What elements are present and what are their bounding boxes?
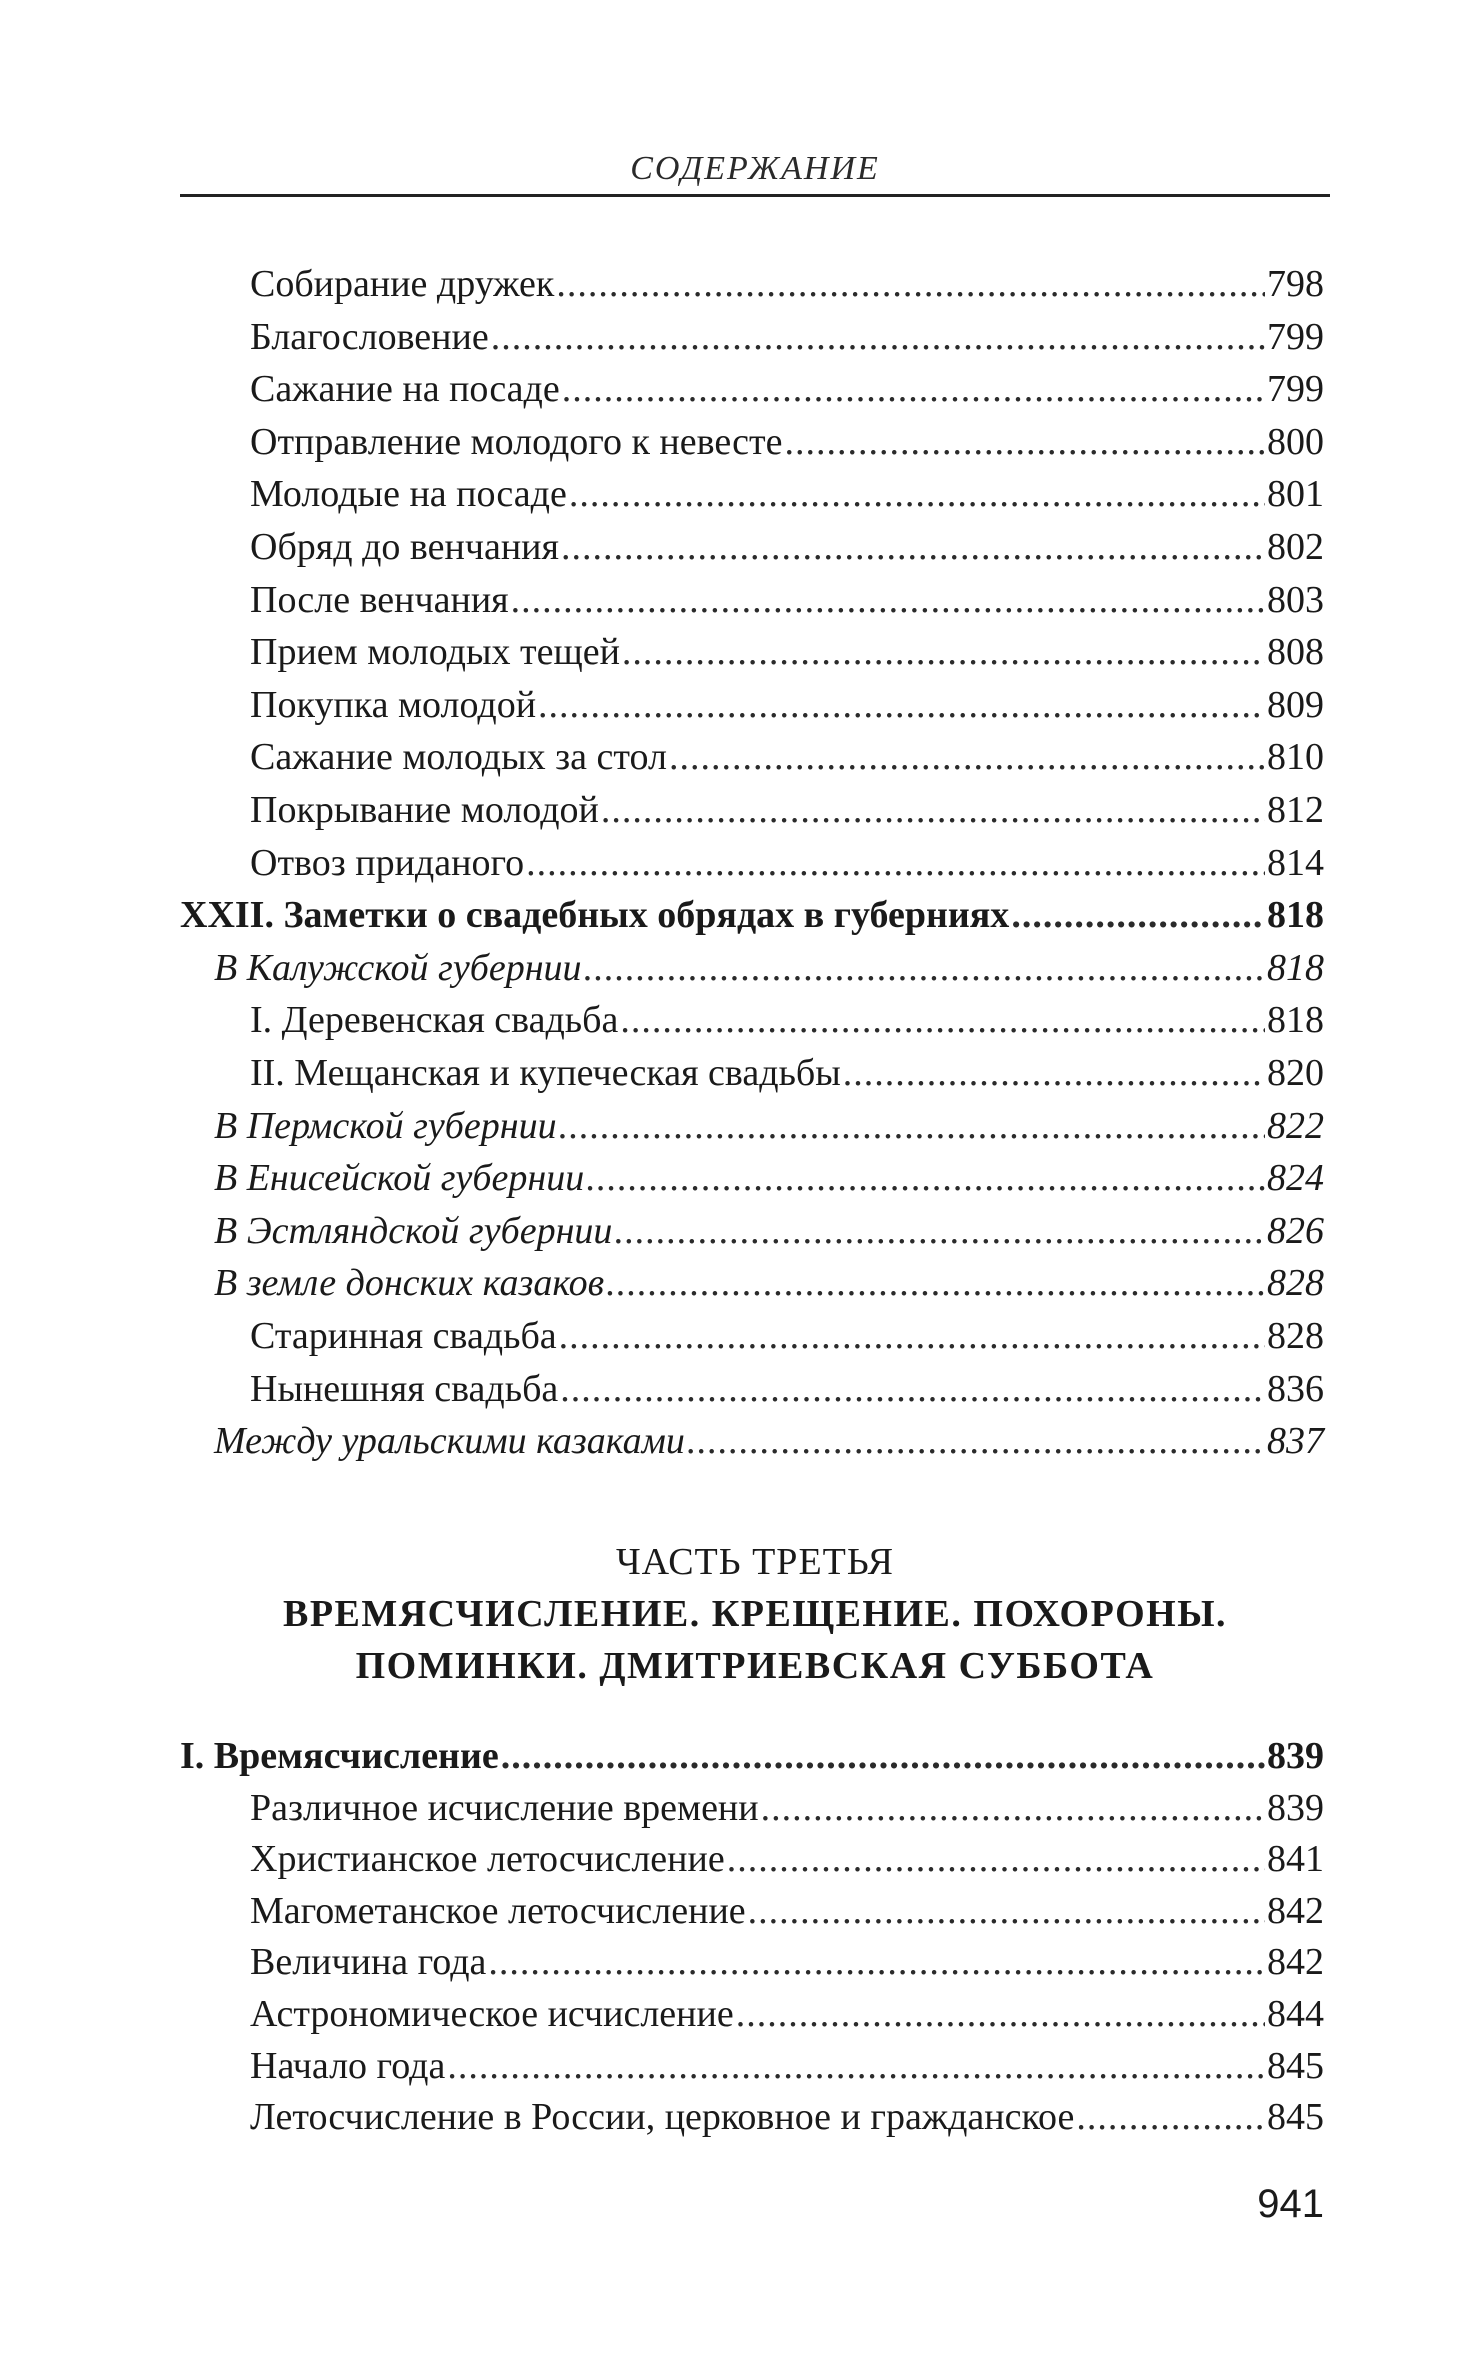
toc-entry	[250, 626, 1324, 678]
toc-entry-title: Начало года	[250, 2044, 446, 2087]
page-number: 941	[1257, 2182, 1324, 2226]
toc-entry-title: Прием молодых тещей	[250, 631, 620, 674]
toc-entry	[250, 416, 1324, 468]
toc-entry-title: Покрывание молодой	[250, 789, 599, 831]
dot-leader	[614, 1205, 1265, 1257]
dot-leader	[556, 258, 1265, 310]
toc-entry-page: 839	[1267, 1735, 1324, 1777]
toc-entry-page: 799	[1267, 315, 1324, 358]
toc-entry	[250, 731, 1324, 783]
toc-entry-title: Молодые на посаде	[250, 473, 567, 516]
toc-entry-title: XXII. Заметки о свадебных обрядах в губерниях	[180, 894, 1010, 937]
toc-entry-title: Магометанское летосчисление	[250, 1889, 746, 1932]
dot-leader	[843, 1047, 1265, 1099]
toc-entry	[250, 1988, 1324, 2040]
toc-entry-title: Нынешняя свадьба	[250, 1367, 559, 1410]
toc-entry-page: 818	[1267, 894, 1324, 937]
toc-entry-title: Собирание дружек	[250, 263, 555, 305]
toc-entry	[250, 679, 1324, 731]
toc-entry-page: 802	[1267, 526, 1324, 568]
toc-entry-page: 842	[1267, 1889, 1324, 1932]
toc-entry-title: В Енисейской губернии	[214, 1157, 585, 1200]
toc-entry-page: 812	[1267, 789, 1324, 831]
toc-entry	[250, 837, 1324, 889]
toc-entry-title: Сажание на посаде	[250, 368, 560, 411]
toc-entry-title: Астрономическое исчисление	[250, 1993, 734, 2035]
toc-entry-page: 845	[1267, 2044, 1324, 2087]
dot-leader	[601, 784, 1265, 836]
toc-entry	[214, 1205, 1324, 1257]
toc-entry-page: 803	[1267, 578, 1324, 621]
toc-entry-page: 814	[1267, 841, 1324, 884]
toc-entry-page: 828	[1267, 1262, 1324, 1305]
toc-entry	[250, 468, 1324, 520]
dot-leader	[488, 1936, 1265, 1988]
toc-entry	[214, 1257, 1324, 1309]
toc-entry-title: Благословение	[250, 315, 489, 358]
toc-entry	[250, 363, 1324, 415]
toc-entry-title: Христианское летосчисление	[250, 1838, 725, 1881]
toc-entry-title: Различное исчисление времени	[250, 1786, 759, 1829]
part-title-line-2: ПОМИНКИ. ДМИТРИЕВСКАЯ СУББОТА	[355, 1645, 1155, 1687]
toc-entry-title: Летосчисление в России, церковное и гражданское	[250, 2096, 1075, 2139]
dot-leader	[761, 1782, 1265, 1834]
toc-entry	[250, 994, 1324, 1046]
toc-entry-page: 828	[1267, 1315, 1324, 1357]
dot-leader	[1076, 2091, 1265, 2143]
toc-entry	[250, 1833, 1324, 1885]
toc-entry	[250, 258, 1324, 310]
dot-leader	[569, 468, 1265, 520]
part-title-line-1: ВРЕМЯСЧИСЛЕНИЕ. КРЕЩЕНИЕ. ПОХОРОНЫ.	[282, 1593, 1228, 1635]
toc-entry-title: Обряд до венчания	[250, 526, 559, 568]
toc-entry-title: Сажание молодых за стол	[250, 736, 667, 779]
toc-entry	[250, 2091, 1324, 2143]
header-rule	[180, 194, 1330, 197]
toc-entry-title: В Калужской губернии	[214, 946, 582, 989]
toc-entry-title: В Эстляндской губернии	[214, 1209, 613, 1252]
dot-leader	[511, 574, 1265, 626]
toc-entry-title: I. Времясчисление	[180, 1735, 499, 1777]
toc-entry-page: 808	[1267, 631, 1324, 674]
toc-entry	[250, 574, 1324, 626]
toc-entry-title: В земле донских казаков	[214, 1262, 605, 1305]
toc-entry-title: Покупка молодой	[250, 683, 537, 726]
toc-entry-page: 837	[1267, 1420, 1324, 1463]
dot-leader	[727, 1833, 1265, 1885]
toc-entry-page: 801	[1267, 473, 1324, 516]
toc-entry-page: 799	[1267, 368, 1324, 411]
dot-leader	[559, 1310, 1265, 1362]
dot-leader	[736, 1988, 1265, 2040]
toc-entry-page: 818	[1267, 946, 1324, 989]
toc-entry	[250, 784, 1324, 836]
toc-entry	[250, 521, 1324, 573]
dot-leader	[586, 1152, 1265, 1204]
toc-entry	[214, 1415, 1324, 1467]
toc-entry-title: Старинная свадьба	[250, 1315, 557, 1357]
toc-entry	[250, 2040, 1324, 2092]
part-label: ЧАСТЬ ТРЕТЬЯ	[615, 1541, 895, 1583]
toc-entry-page: 798	[1267, 263, 1324, 305]
dot-leader	[620, 994, 1265, 1046]
dot-leader	[526, 837, 1265, 889]
toc-entry-page: 841	[1267, 1838, 1324, 1881]
toc-entry	[180, 889, 1324, 941]
toc-entry	[250, 1885, 1324, 1937]
dot-leader	[559, 1100, 1265, 1152]
dot-leader	[748, 1885, 1265, 1937]
dot-leader	[562, 363, 1265, 415]
toc-entry	[250, 1363, 1324, 1415]
dot-leader	[561, 521, 1265, 573]
dot-leader	[606, 1257, 1265, 1309]
dot-leader	[447, 2040, 1265, 2092]
toc-entry-page: 822	[1267, 1104, 1324, 1147]
toc-entry-page: 844	[1267, 1993, 1324, 2035]
dot-leader	[538, 679, 1265, 731]
toc-entry-title: I. Деревенская свадьба	[250, 999, 619, 1042]
toc-entry-page: 826	[1267, 1209, 1324, 1252]
toc-entry-page: 836	[1267, 1367, 1324, 1410]
dot-leader	[669, 731, 1265, 783]
dot-leader	[687, 1415, 1265, 1467]
toc-entry-page: 820	[1267, 1052, 1324, 1094]
toc-entry-title: Величина года	[250, 1941, 487, 1984]
toc-entry	[250, 1310, 1324, 1362]
toc-entry-title: II. Мещанская и купеческая свадьбы	[250, 1052, 841, 1094]
toc-entry	[250, 311, 1324, 363]
toc-entry-title: После венчания	[250, 578, 509, 621]
toc-entry-page: 818	[1267, 999, 1324, 1042]
toc-entry-title: Отвоз приданого	[250, 841, 525, 884]
dot-leader	[584, 942, 1265, 994]
toc-entry	[214, 1100, 1324, 1152]
toc-entry-page: 842	[1267, 1941, 1324, 1984]
toc-entry-page: 824	[1267, 1157, 1324, 1200]
dot-leader	[784, 416, 1265, 468]
toc-entry	[250, 1782, 1324, 1834]
toc-entry-title: В Пермской губернии	[214, 1104, 557, 1147]
dot-leader	[622, 626, 1265, 678]
dot-leader	[501, 1730, 1265, 1782]
toc-entry	[214, 942, 1324, 994]
toc-entry-page: 810	[1267, 736, 1324, 779]
toc-entry-page: 809	[1267, 683, 1324, 726]
dot-leader	[560, 1363, 1265, 1415]
toc-entry	[250, 1047, 1324, 1099]
toc-entry-title: Между уральскими казаками	[214, 1420, 685, 1463]
toc-entry-page: 845	[1267, 2096, 1324, 2139]
toc-entry-page: 800	[1267, 420, 1324, 463]
toc-entry	[250, 1936, 1324, 1988]
toc-entry-page: 839	[1267, 1786, 1324, 1829]
dot-leader	[491, 311, 1265, 363]
toc-entry-title: Отправление молодого к невесте	[250, 420, 783, 463]
toc-entry	[214, 1152, 1324, 1204]
running-header: СОДЕРЖАНИЕ	[630, 150, 880, 187]
dot-leader	[1011, 889, 1265, 941]
toc-entry	[180, 1730, 1324, 1782]
